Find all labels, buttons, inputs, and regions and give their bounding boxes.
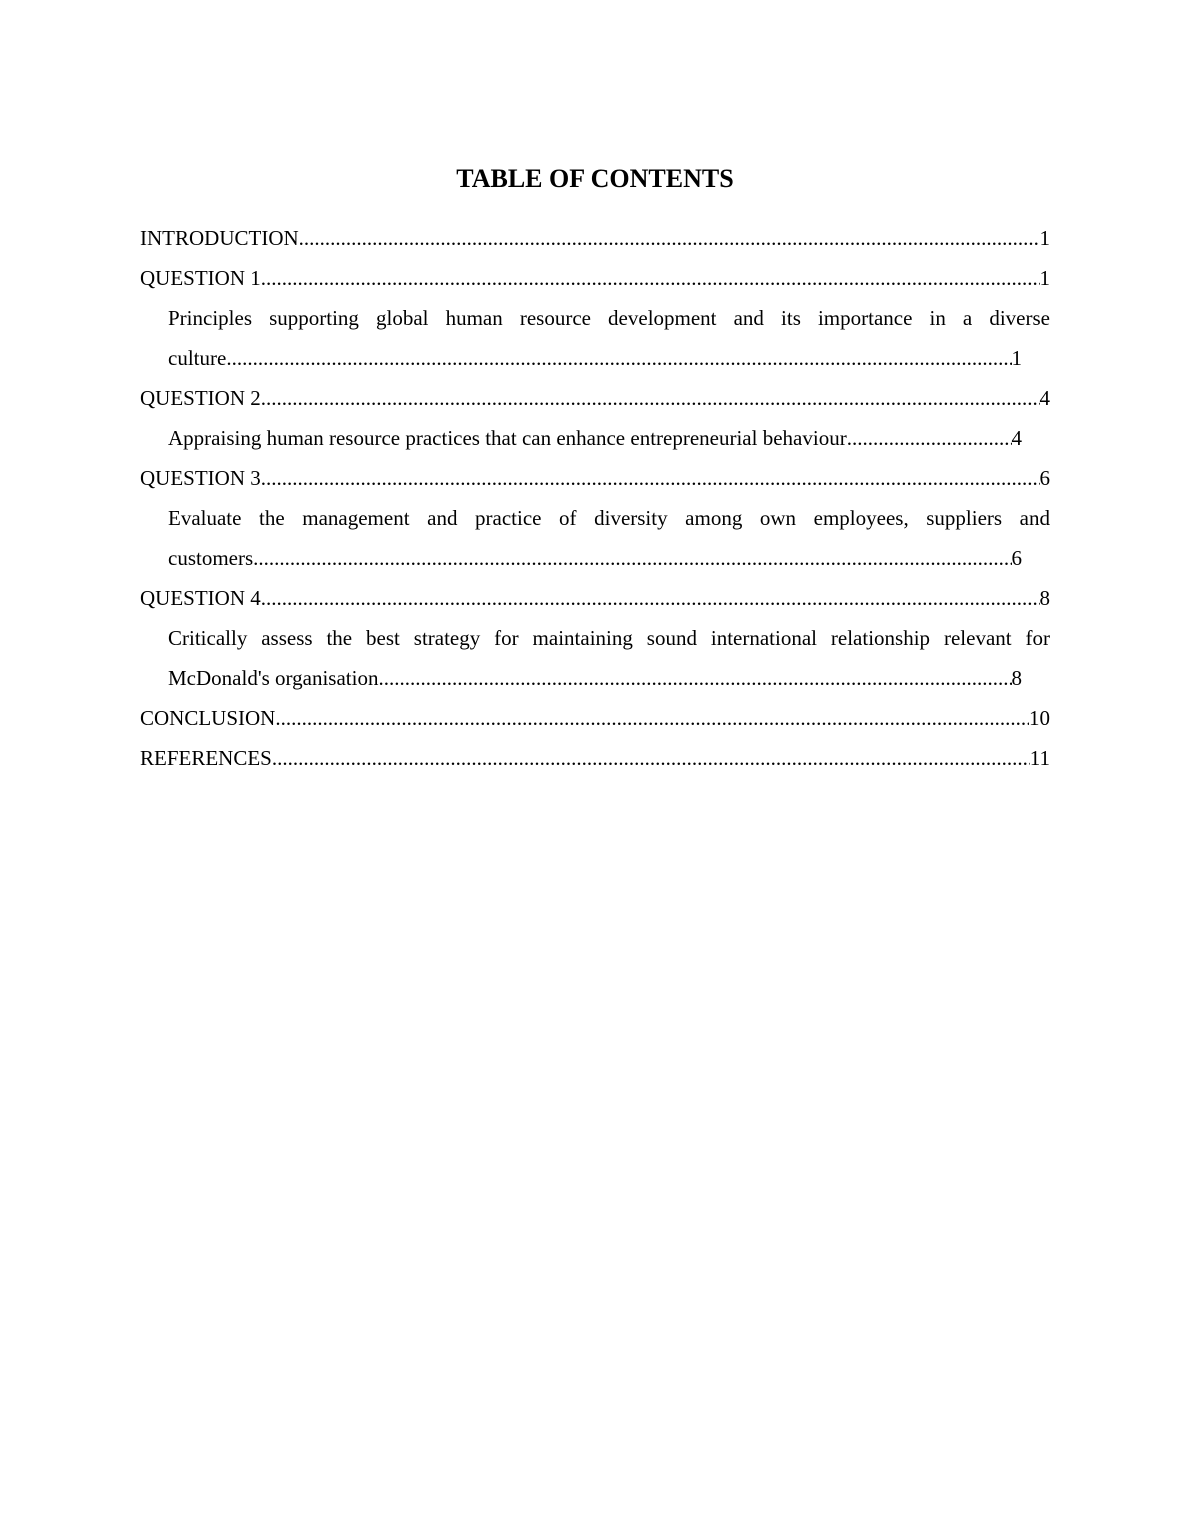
toc-page-number: 4 xyxy=(1011,426,1022,450)
toc-entry-label: CONCLUSION xyxy=(140,706,276,730)
toc-page-number: 6 xyxy=(1039,466,1050,490)
toc-entry-label: QUESTION 4 xyxy=(140,586,261,610)
dot-leader xyxy=(261,258,1040,298)
toc-entry-label: culture xyxy=(168,346,227,370)
toc-entry-label: Appraising human resource practices that can enhance entrepreneurial behaviour xyxy=(168,426,847,450)
toc-entry-principles-hrd[interactable] xyxy=(140,298,1050,378)
dot-leader xyxy=(272,738,1030,778)
toc-entry-label-line1: Principles supporting global human resource development and its importance in a diverse xyxy=(168,306,1050,330)
dot-leader xyxy=(261,458,1040,498)
toc-entry-appraising-hr-practices[interactable] xyxy=(140,418,1050,458)
toc-entry-conclusion[interactable] xyxy=(140,698,1050,738)
toc-page-number: 1 xyxy=(1039,266,1050,290)
toc-entry-label: QUESTION 1 xyxy=(140,266,261,290)
toc-page-number: 1 xyxy=(1039,226,1050,250)
toc-entry-label: customers xyxy=(168,546,254,570)
dot-leader xyxy=(261,378,1040,418)
toc-page-number: 10 xyxy=(1029,706,1050,730)
dot-leader xyxy=(299,218,1040,258)
toc-entry-label-line1: Evaluate the management and practice of diversity among own employees, suppliers and xyxy=(168,506,1050,530)
toc-page-number: 8 xyxy=(1039,586,1050,610)
toc-page-number: 6 xyxy=(1011,546,1022,570)
dot-leader xyxy=(261,578,1040,618)
toc-entry-label: McDonald's organisation xyxy=(168,666,379,690)
toc-entry-question-1[interactable] xyxy=(140,258,1050,298)
toc-title: TABLE OF CONTENTS xyxy=(456,164,734,193)
toc-entry-question-2[interactable] xyxy=(140,378,1050,418)
toc-entry-introduction[interactable] xyxy=(140,218,1050,258)
dot-leader xyxy=(275,698,1029,738)
toc-entry-label: INTRODUCTION xyxy=(140,226,299,250)
dot-leader xyxy=(378,658,1011,698)
toc-page-number: 11 xyxy=(1029,746,1050,770)
toc-entry-label: QUESTION 2 xyxy=(140,386,261,410)
toc-page-number: 8 xyxy=(1011,666,1022,690)
dot-leader xyxy=(226,338,1011,378)
toc-entry-label: REFERENCES xyxy=(140,746,272,770)
toc-entry-diversity-management[interactable] xyxy=(140,498,1050,578)
toc-entry-references[interactable] xyxy=(140,738,1050,778)
toc-entry-label-line1: Critically assess the best strategy for maintaining sound international relationship relevant for xyxy=(168,626,1050,650)
toc-page-number: 4 xyxy=(1039,386,1050,410)
toc-entry-question-4[interactable] xyxy=(140,578,1050,618)
toc-entry-question-3[interactable] xyxy=(140,458,1050,498)
dot-leader xyxy=(253,538,1011,578)
toc-entry-international-relationship-strategy[interactable] xyxy=(140,618,1050,698)
toc-entry-label: QUESTION 3 xyxy=(140,466,261,490)
toc-page-number: 1 xyxy=(1011,346,1022,370)
dot-leader xyxy=(847,418,1012,458)
toc-list xyxy=(140,218,1050,778)
